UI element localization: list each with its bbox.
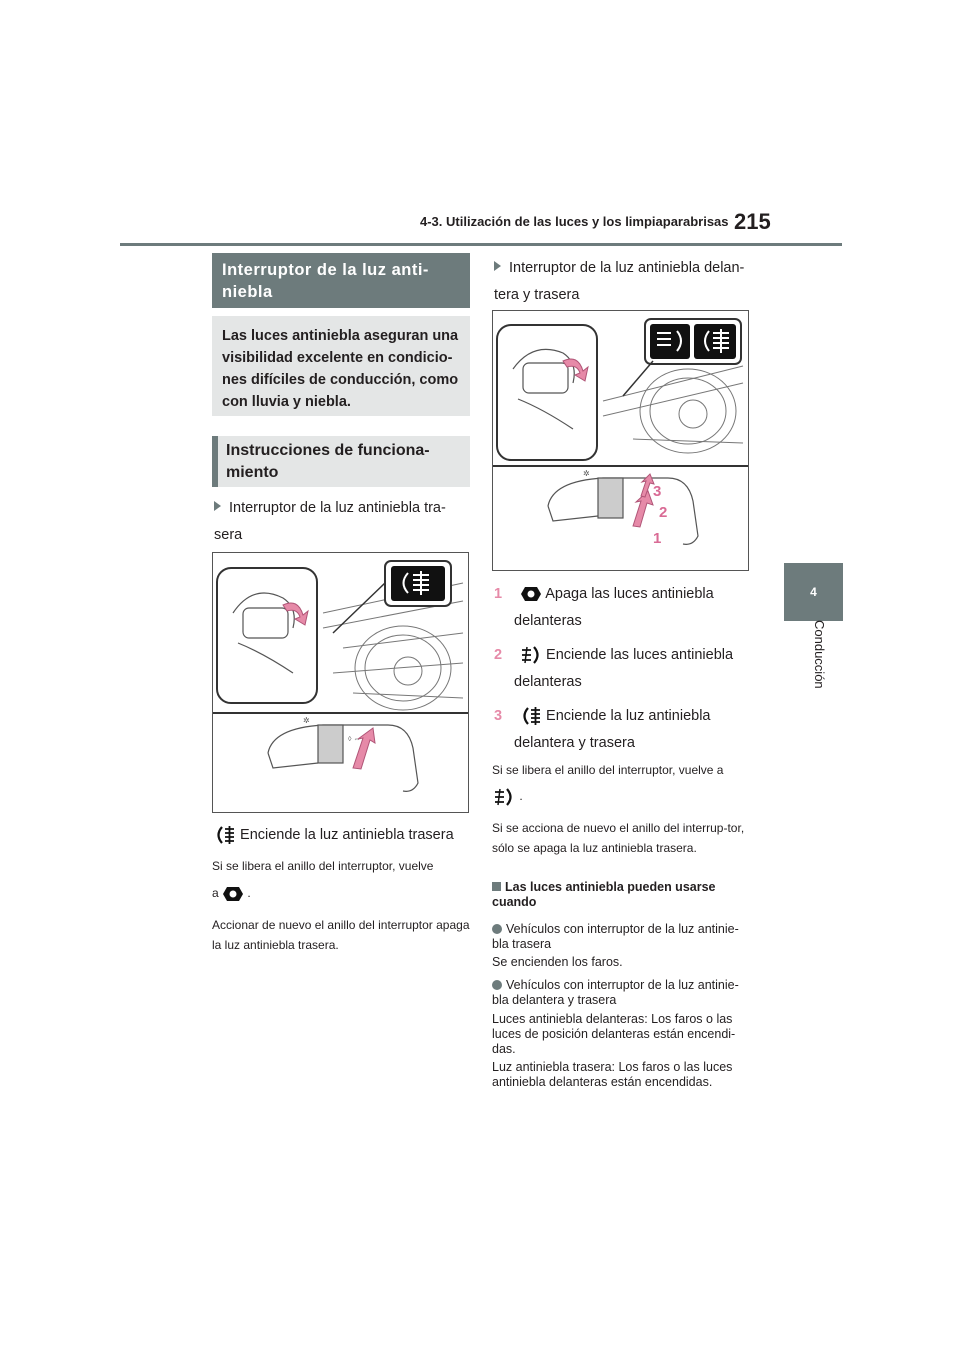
release-line: [212, 883, 251, 903]
item-3: [494, 703, 750, 757]
release-text: Si se libera el anillo del interruptor, vuelve: [212, 859, 434, 873]
dot-bullet-icon: [492, 980, 502, 990]
steering-illustration: [213, 553, 468, 812]
rear-fog-icon: [520, 706, 542, 726]
header-rule: [120, 243, 842, 246]
dot-bullet-icon: [492, 924, 502, 934]
chapter-tab: [784, 563, 843, 621]
release-end: .: [519, 789, 523, 803]
note-item-1-text: Se encienden los faros.: [492, 955, 623, 969]
chapter-tab-number: 4: [810, 585, 817, 599]
off-icon: [222, 885, 244, 903]
item-number: 3: [494, 708, 503, 724]
front-fog-icon: [520, 645, 542, 665]
bullet-front-rear-fog: [494, 255, 750, 309]
steering-illustration: [493, 311, 748, 570]
off-icon: [520, 585, 542, 603]
section-title: Interruptor de la luz anti-niebla: [212, 253, 470, 308]
item-text-2: delanteras: [514, 613, 582, 629]
front-fog-icon: [492, 787, 516, 807]
rear-fog-figure: [212, 552, 469, 813]
note-title: Las luces antiniebla pueden usarse cuando: [492, 880, 716, 909]
svg-text:✲: ✲: [583, 469, 590, 478]
release-end: .: [247, 886, 251, 900]
chapter-title: 4-3. Utilización de las luces y los limpiaparabrisas: [420, 214, 729, 229]
intro-text: Las luces antiniebla aseguran una visibilidad excelente en condicio-nes difíciles de conducción, como con lluvia y niebla.: [212, 316, 470, 416]
rear-fog-caption: [214, 822, 470, 848]
bullet-rear-fog: [214, 495, 470, 549]
release-text-right: Si se libera el anillo del interruptor, vuelve a: [492, 763, 724, 777]
svg-text:◊ ⇔: ◊ ⇔: [348, 736, 361, 743]
note-item-2: Vehículos con interruptor de la luz antinie-bla delantera y trasera: [492, 978, 739, 1007]
item-1: [494, 581, 750, 635]
triangle-bullet-icon: [214, 501, 221, 511]
triangle-bullet-icon: [494, 261, 501, 271]
bullet-text: Interruptor de la luz antiniebla tra-sera: [214, 500, 446, 543]
release-line-right: [492, 786, 523, 807]
item-number: 1: [494, 586, 503, 602]
figure-label-2: 2: [659, 504, 668, 521]
square-bullet-icon: [492, 882, 501, 891]
item-text-2: delanteras: [514, 674, 582, 690]
svg-text:✲: ✲: [303, 716, 310, 725]
rear-fog-icon: [214, 825, 236, 845]
item-text: Apaga las luces antiniebla: [545, 586, 714, 602]
chapter-tab-label: Conducción: [812, 620, 827, 689]
note-item-1: Vehículos con interruptor de la luz antinie-bla trasera: [492, 922, 739, 951]
item-text: Enciende la luz antiniebla: [546, 708, 711, 724]
item-text-2: delantera y trasera: [514, 735, 635, 751]
item-number: 2: [494, 647, 503, 663]
figure-label-3: 3: [653, 483, 662, 500]
subsection-title: Instrucciones de funciona-miento: [212, 436, 470, 487]
note-item-2-text-b: Luz antiniebla trasera: Los faros o las luces antiniebla delanteras están encendidas.: [492, 1060, 733, 1089]
again-text: Accionar de nuevo el anillo del interruptor apaga la luz antiniebla trasera.: [212, 918, 470, 952]
item-text: Enciende las luces antiniebla: [546, 647, 734, 663]
release-a: a: [212, 886, 219, 900]
note-item-2-text-a: Luces antiniebla delanteras: Los faros o las luces de posición delanteras están encendi-das.: [492, 1012, 736, 1056]
item-2: [494, 642, 750, 696]
page-number: 215: [734, 209, 771, 234]
caption-text: Enciende la luz antiniebla trasera: [240, 827, 454, 843]
again-text-right: Si se acciona de nuevo el anillo del interrup-tor, sólo se apaga la luz antiniebla trasera.: [492, 821, 745, 855]
figure-label-1: 1: [653, 530, 662, 547]
bullet-text: Interruptor de la luz antiniebla delan-tera y trasera: [494, 260, 745, 303]
front-rear-fog-figure: [492, 310, 749, 571]
